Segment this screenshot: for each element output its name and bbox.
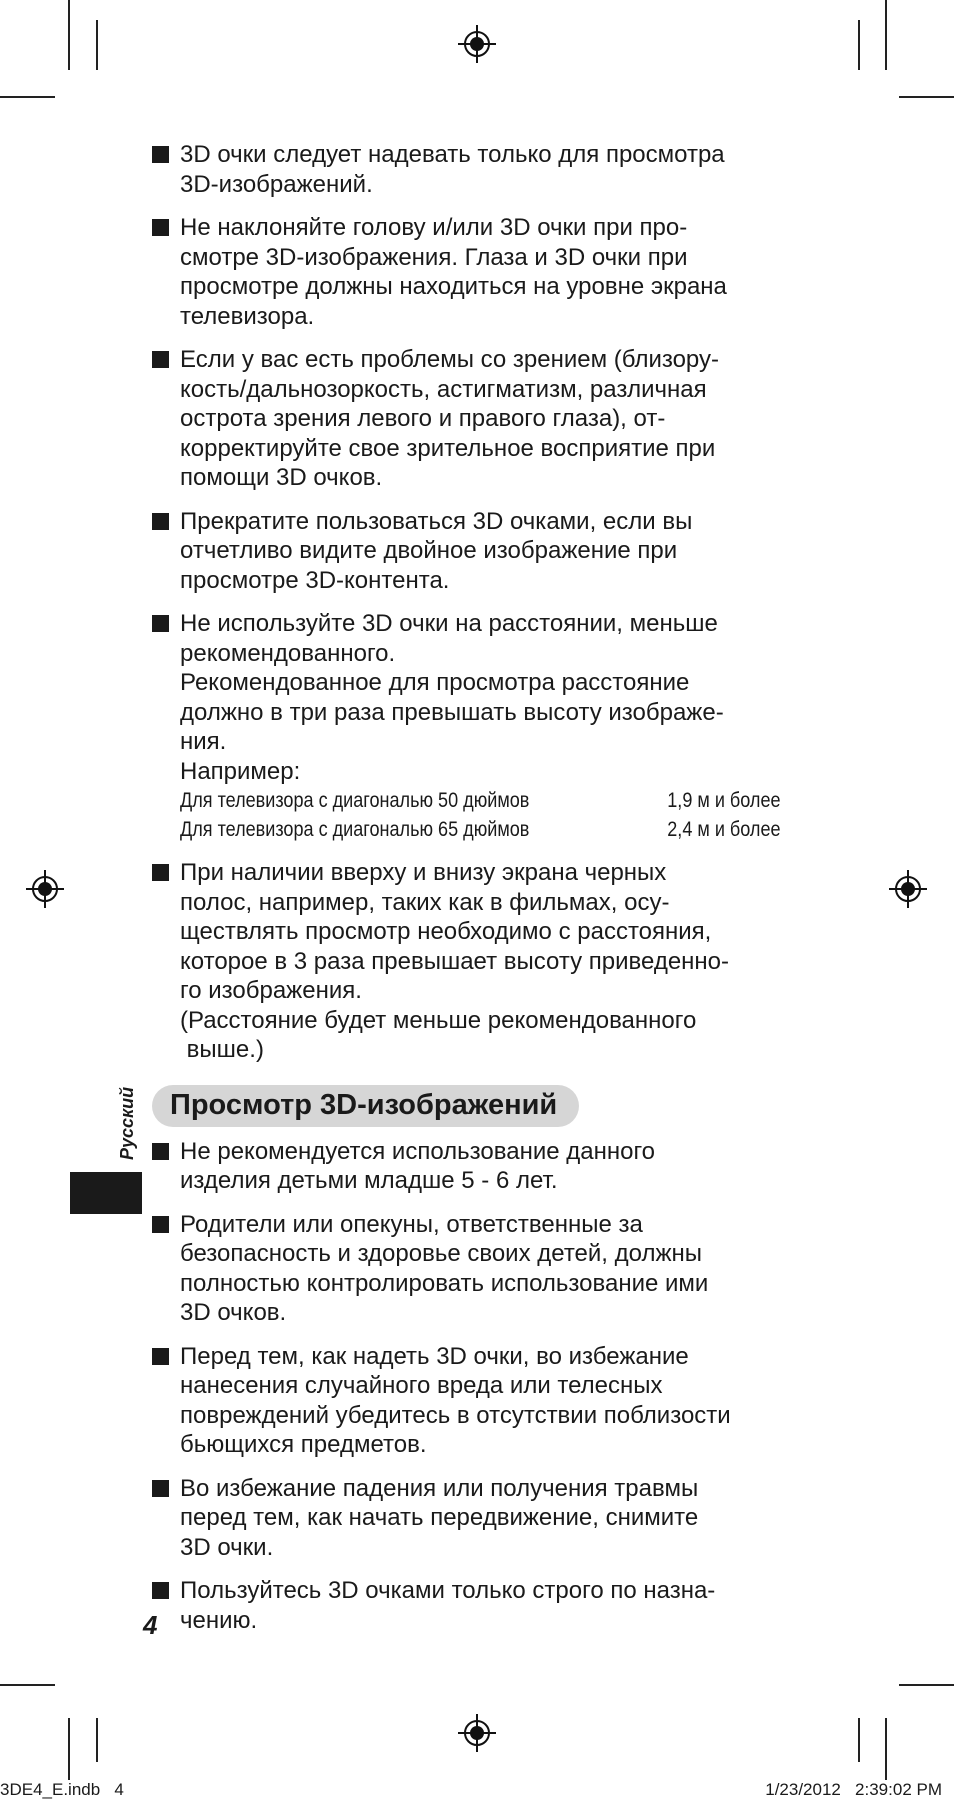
bullet-text-line: Не наклоняйте голову и/или 3D очки при про-	[180, 214, 688, 241]
bullet-text-line: просмотре должны находиться на уровне экрана	[180, 273, 727, 300]
bullet-text-line: телевизора.	[180, 302, 315, 330]
viewing-list	[152, 1137, 782, 1636]
precautions-list	[152, 140, 782, 1065]
footer-file-info: 3DE4_E.indb 4	[0, 1780, 124, 1799]
example-value: 1,9 м и более	[667, 789, 781, 812]
bullet-text-line: изделия детьми младше 5 - 6 лет.	[180, 1167, 558, 1194]
bullet-text-line: повреждений убедитесь в отсутствии поблизости	[180, 1401, 731, 1429]
crop-mark	[885, 1718, 887, 1780]
registration-mark-icon	[26, 870, 64, 908]
crop-mark	[899, 1684, 954, 1686]
bullet-text-line: 3D очки.	[180, 1533, 274, 1561]
crop-mark	[0, 96, 55, 98]
bullet-text-line: отчетливо видите двойное изображение при	[180, 537, 678, 564]
bullet-text-line: бьющихся предметов.	[180, 1431, 427, 1458]
crop-mark	[96, 1718, 98, 1762]
bullet-text-line: полностью контролировать использование ими	[180, 1269, 709, 1297]
bullet-text-line: Прекратите пользоваться 3D очками, если вы	[180, 507, 693, 535]
list-item	[152, 345, 782, 493]
bullet-text-line: Не используйте 3D очки на расстоянии, меньше	[180, 610, 718, 637]
list-item	[152, 858, 782, 1065]
bullet-text-line: должно в три раза превышать высоту изображе-	[180, 698, 724, 726]
bullet-text-line: 3D-изображений.	[180, 170, 373, 198]
crop-mark	[858, 1718, 860, 1762]
bullet-text-line: Не рекомендуется использование данного	[180, 1137, 656, 1165]
bullet-text-line: Родители или опекуны, ответственные за	[180, 1210, 643, 1238]
crop-mark	[68, 1718, 70, 1780]
bullet-text-line: Например:	[180, 757, 301, 785]
bullet-text-line: полос, например, таких как в фильмах, осу-	[180, 888, 670, 916]
bullet-text-line: (Расстояние будет меньше рекомендованного	[180, 1006, 697, 1034]
bullet-text-line: го изображения.	[180, 977, 362, 1004]
bullet-text-line: которое в 3 раза превышает высоту приведенно-	[180, 947, 730, 975]
list-item	[152, 1137, 782, 1196]
list-item	[152, 609, 782, 844]
registration-mark-icon	[889, 870, 927, 908]
bullet-text-line: Если у вас есть проблемы со зрением (близору-	[180, 346, 720, 373]
bullet-text-line: Пользуйтесь 3D очками только строго по назна-	[180, 1577, 716, 1604]
bullet-text-line: выше.)	[180, 1036, 264, 1063]
bullet-text-line: острота зрения левого и правого глаза), от-	[180, 405, 666, 432]
list-item	[152, 1576, 782, 1635]
bullet-text-line: 3D очки следует надевать только для просмотра	[180, 141, 725, 168]
bullet-text-line: ществлять просмотр необходимо с расстояния,	[180, 918, 712, 945]
bullet-text-line: 3D очков.	[180, 1299, 287, 1326]
distance-example-row	[180, 815, 781, 844]
bullet-text-line: Во избежание падения или получения травмы	[180, 1474, 699, 1502]
bullet-text-line: помощи 3D очков.	[180, 464, 383, 491]
crop-mark	[858, 20, 860, 70]
example-label: Для телевизора с диагональю 50 дюймов	[180, 789, 530, 812]
crop-mark	[0, 1684, 55, 1686]
example-value: 2,4 м и более	[667, 818, 781, 841]
bullet-text-line: перед тем, как начать передвижение, снимите	[180, 1504, 699, 1531]
crop-mark	[68, 0, 70, 70]
bullet-text-line: Перед тем, как надеть 3D очки, во избежание	[180, 1342, 689, 1370]
bullet-text-line: чению.	[180, 1606, 258, 1634]
bullet-text-line: безопасность и здоровье своих детей, должны	[180, 1240, 703, 1267]
page-content	[152, 140, 782, 1649]
bullet-text-line: смотре 3D-изображения. Глаза и 3D очки при	[180, 243, 688, 271]
bullet-text-line: При наличии вверху и внизу экрана черных	[180, 859, 667, 886]
footer-timestamp: 1/23/2012 2:39:02 PM	[765, 1780, 942, 1799]
language-tab-block	[70, 1172, 142, 1214]
crop-mark	[885, 0, 887, 70]
bullet-text-line: нанесения случайного вреда или телесных	[180, 1372, 663, 1399]
language-label: Русский	[117, 1086, 137, 1160]
list-item	[152, 140, 782, 199]
registration-mark-icon	[458, 25, 496, 63]
section-heading: Просмотр 3D-изображений	[152, 1085, 579, 1127]
crop-mark	[96, 20, 98, 70]
example-label: Для телевизора с диагональю 65 дюймов	[180, 818, 530, 841]
bullet-text-line: кость/дальнозоркость, астигматизм, различная	[180, 375, 707, 403]
crop-mark	[899, 96, 954, 98]
bullet-text-line: ния.	[180, 728, 227, 755]
list-item	[152, 1210, 782, 1328]
list-item	[152, 507, 782, 596]
bullet-text-line: Рекомендованное для просмотра расстояние	[180, 669, 690, 696]
bullet-text-line: корректируйте свое зрительное восприятие при	[180, 434, 716, 462]
list-item	[152, 1474, 782, 1563]
distance-example-row	[180, 786, 781, 815]
bullet-text-line: просмотре 3D-контента.	[180, 566, 450, 594]
list-item	[152, 1342, 782, 1460]
list-item	[152, 213, 782, 331]
registration-mark-icon	[458, 1714, 496, 1752]
page-number: 4	[143, 1610, 158, 1640]
bullet-text-line: рекомендованного.	[180, 639, 396, 667]
